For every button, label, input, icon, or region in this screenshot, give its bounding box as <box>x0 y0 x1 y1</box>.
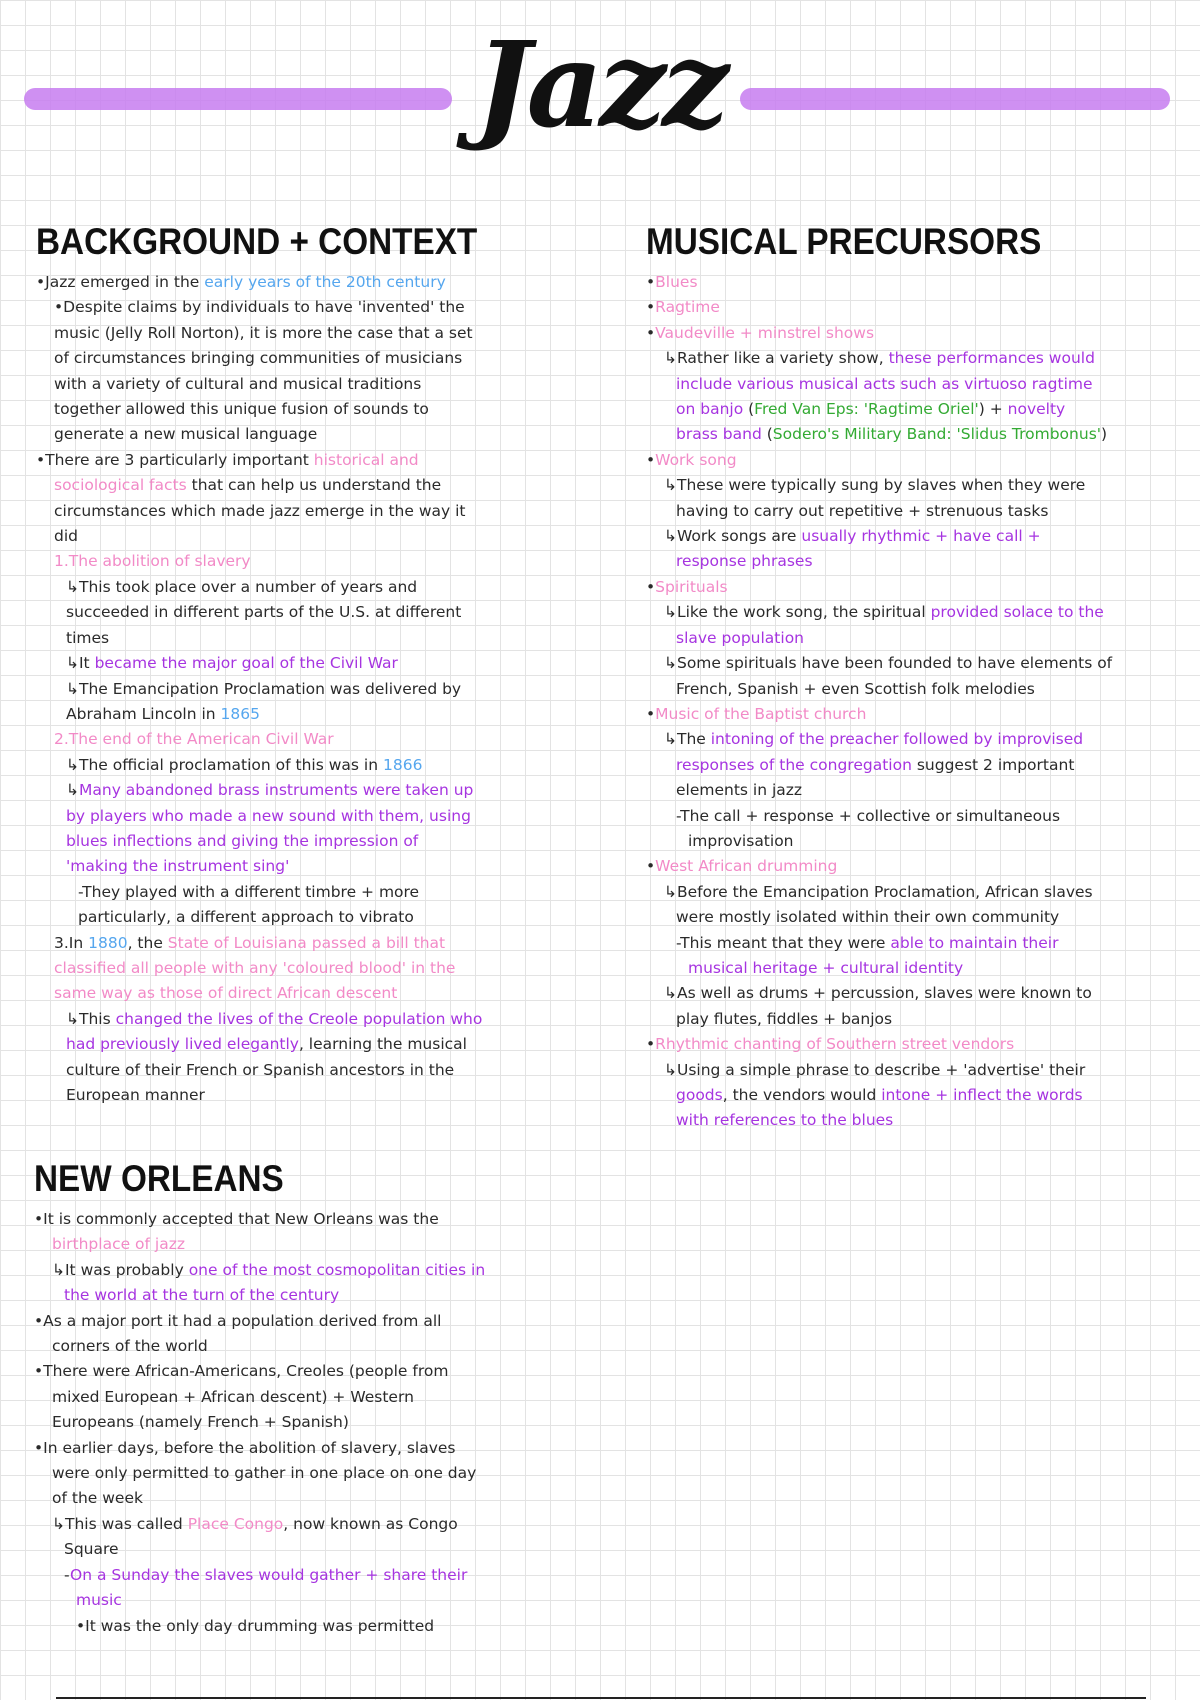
note-text: brass band <box>676 425 762 444</box>
note-text: slave population <box>676 628 804 647</box>
note-text: historical and <box>313 450 419 469</box>
note-line <box>646 295 1186 320</box>
note-line <box>34 1537 534 1562</box>
note-text: ↳ <box>66 781 79 800</box>
note-text: succeeded in different parts of the U.S. at different <box>66 603 462 622</box>
note-text: were only permitted to gather in one place on one day <box>52 1464 477 1483</box>
note-text: play flutes, fiddles + banjos <box>676 1009 893 1028</box>
note-text: ↳It <box>66 654 95 673</box>
note-text: include various musical acts such as virtuoso ragtime <box>676 374 1093 393</box>
note-line <box>646 956 1186 981</box>
page-title: Jazz <box>474 15 726 154</box>
note-text: European manner <box>66 1086 205 1104</box>
note-text: elements in jazz <box>676 781 803 800</box>
note-line <box>646 499 1186 524</box>
note-line <box>36 499 536 524</box>
note-text: Rhythmic chanting of Southern street vendors <box>655 1035 1015 1054</box>
note-text: response phrases <box>676 552 813 571</box>
note-text: •It is commonly accepted that New Orleans was the <box>34 1210 439 1228</box>
note-text: novelty <box>1007 400 1066 419</box>
section-heading: MUSICAL PRECURSORS <box>646 221 1042 262</box>
note-text: became the major goal of the Civil War <box>94 654 398 673</box>
note-text: •As a major port it had a population derived from all <box>34 1311 442 1330</box>
note-text: provided solace to the <box>930 603 1104 622</box>
note-line <box>36 778 536 803</box>
note-text: 1880 <box>88 933 128 952</box>
note-text: generate a new musical language <box>54 425 318 444</box>
note-line <box>646 524 1186 549</box>
note-text: Abraham Lincoln in <box>66 704 221 723</box>
note-line <box>646 727 1186 752</box>
note-text: ) + <box>978 400 1008 419</box>
note-line <box>36 600 536 625</box>
note-text: that can help us understand the <box>186 476 442 495</box>
note-text: • <box>646 577 656 596</box>
note-text: •There were African-Americans, Creoles (people from <box>34 1362 449 1381</box>
note-line <box>646 1083 1186 1108</box>
note-text: Work song <box>655 450 737 469</box>
note-text: ↳As well as drums + percussion, slaves were known to <box>664 984 1092 1003</box>
note-text: having to carry out repetitive + strenuous tasks <box>676 501 1049 520</box>
note-text: The end of the American Civil War <box>68 730 334 749</box>
note-text: music <box>76 1591 122 1610</box>
note-text: were mostly isolated within their own community <box>676 908 1060 927</box>
note-text: • <box>646 273 656 291</box>
note-line <box>34 1410 534 1435</box>
note-line <box>36 804 536 829</box>
note-text: -They played with a different timbre + more <box>78 882 420 901</box>
section-new-orleans <box>34 1157 534 1639</box>
note-text: -The call + response + collective or simultaneous <box>676 806 1061 825</box>
note-line <box>646 397 1186 422</box>
note-text: ↳The Emancipation Proclamation was delivered by <box>66 679 462 698</box>
note-text: West African drumming <box>655 857 838 876</box>
note-text: on banjo <box>676 400 744 419</box>
note-line <box>646 804 1186 829</box>
note-line <box>36 702 536 727</box>
note-text: together allowed this unique fusion of sounds to <box>54 400 429 419</box>
note-text: same way as those of direct African descent <box>54 984 398 1003</box>
note-text: The abolition of slavery <box>68 552 251 571</box>
note-line <box>646 422 1186 447</box>
section-background-context <box>36 220 536 1108</box>
note-text: , learning the musical <box>298 1035 467 1054</box>
note-text: 3.In <box>54 933 89 952</box>
note-text: •There are 3 particularly important <box>36 450 314 469</box>
note-text: early years of the 20th century <box>204 273 446 291</box>
note-text: Ragtime <box>655 298 720 317</box>
note-line <box>36 575 536 600</box>
note-text: particularly, a different approach to vibrato <box>78 908 414 927</box>
note-text: •In earlier days, before the abolition of slavery, slaves <box>34 1438 456 1457</box>
note-text: 1866 <box>382 755 423 774</box>
note-text: •Jazz emerged in the <box>36 273 205 291</box>
note-text: , the <box>127 933 168 952</box>
note-line <box>646 549 1186 574</box>
note-line <box>36 1007 536 1032</box>
note-line <box>646 600 1186 625</box>
note-line <box>34 1563 534 1588</box>
note-text: with references to the blues <box>676 1111 894 1130</box>
note-text: French, Spanish + even Scottish folk melodies <box>676 679 1035 698</box>
note-line <box>646 626 1186 651</box>
note-text: ↳Some spirituals have been founded to have elements of <box>664 654 1113 673</box>
note-text: 1. <box>54 552 69 571</box>
note-text: able to maintain their <box>890 933 1059 952</box>
note-text: these performances would <box>888 349 1095 368</box>
note-text: by players who made a new sound with them, using <box>66 806 471 825</box>
note-line <box>646 1032 1186 1057</box>
title-underline-left <box>24 88 452 110</box>
note-text: ↳These were typically sung by slaves when they were <box>664 476 1086 495</box>
note-line <box>34 1232 534 1257</box>
note-text: Blues <box>655 273 698 291</box>
note-line <box>36 397 536 422</box>
bottom-rule <box>56 1697 1146 1699</box>
note-line <box>36 1083 536 1108</box>
note-text: State of Louisiana passed a bill that <box>167 933 446 952</box>
note-text: ↳This was called <box>52 1514 188 1533</box>
note-line <box>34 1359 534 1384</box>
note-line <box>646 270 1186 295</box>
note-line <box>646 1007 1186 1032</box>
note-line <box>36 880 536 905</box>
section-musical-precursors <box>646 220 1186 1134</box>
note-line <box>36 295 536 320</box>
note-text: 2. <box>54 730 69 749</box>
note-text: Many abandoned brass instruments were taken up <box>79 781 474 800</box>
note-text: Place Congo <box>187 1514 284 1533</box>
note-text: had previously lived elegantly <box>66 1035 299 1054</box>
note-text: ↳Rather like a variety show, <box>664 349 889 368</box>
note-text: - <box>64 1565 71 1584</box>
note-line <box>646 854 1186 879</box>
note-line <box>646 473 1186 498</box>
note-text: intone + inflect the words <box>881 1086 1083 1104</box>
note-line <box>34 1461 534 1486</box>
note-text: one of the most cosmopolitan cities in <box>188 1260 486 1279</box>
note-line <box>36 549 536 574</box>
note-text: ( <box>743 400 755 419</box>
note-line <box>36 829 536 854</box>
note-line <box>646 372 1186 397</box>
note-line <box>646 651 1186 676</box>
note-text: Vaudeville + minstrel shows <box>655 323 875 342</box>
note-text: • <box>646 298 656 317</box>
note-text: ↳Like the work song, the spiritual <box>664 603 931 622</box>
note-text: responses of the congregation <box>676 755 912 774</box>
note-text: corners of the world <box>52 1337 208 1356</box>
note-line <box>34 1334 534 1359</box>
note-text: ↳This took place over a number of years and <box>66 577 418 596</box>
note-text: On a Sunday the slaves would gather + share their <box>70 1565 468 1584</box>
note-text: 'making the instrument sing' <box>66 857 290 876</box>
note-text: ) <box>1101 425 1108 444</box>
note-line <box>36 727 536 752</box>
note-line <box>36 854 536 879</box>
note-line <box>36 626 536 651</box>
note-line <box>34 1309 534 1334</box>
note-text: ↳Using a simple phrase to describe + 'advertise' their <box>664 1060 1086 1079</box>
note-text: changed the lives of the Creole population who <box>115 1009 483 1028</box>
note-text: , now known as Congo <box>283 1514 458 1533</box>
note-text: ( <box>761 425 773 444</box>
note-line <box>646 575 1186 600</box>
note-text: Spirituals <box>655 577 728 596</box>
note-text: ↳It was probably <box>52 1260 189 1279</box>
note-line <box>646 829 1186 854</box>
note-line <box>36 956 536 981</box>
note-text: mixed European + African descent) + Western <box>52 1387 414 1406</box>
note-text: of the week <box>52 1489 143 1508</box>
note-line <box>36 677 536 702</box>
note-text: ↳This <box>66 1009 116 1028</box>
note-line <box>646 677 1186 702</box>
note-line <box>646 1058 1186 1083</box>
note-line <box>34 1512 534 1537</box>
note-text: -This meant that they were <box>676 933 891 952</box>
note-text: birthplace of jazz <box>52 1235 185 1254</box>
note-line <box>34 1385 534 1410</box>
note-line <box>34 1614 534 1639</box>
note-line <box>36 346 536 371</box>
note-line <box>646 346 1186 371</box>
note-text: Square <box>64 1540 119 1559</box>
note-line <box>36 1058 536 1083</box>
note-text: • <box>646 704 656 723</box>
note-line <box>646 753 1186 778</box>
note-line <box>34 1436 534 1461</box>
note-text: sociological facts <box>54 476 187 495</box>
note-line <box>34 1486 534 1511</box>
note-line <box>36 931 536 956</box>
note-text: circumstances which made jazz emerge in the way it <box>54 501 466 520</box>
note-text: ↳Before the Emancipation Proclamation, African slaves <box>664 882 1093 901</box>
note-text: suggest 2 important <box>911 755 1075 774</box>
note-text: musical heritage + cultural identity <box>688 958 964 977</box>
note-text: ↳The <box>664 730 711 749</box>
note-line <box>36 753 536 778</box>
note-line <box>36 1032 536 1057</box>
note-text: Fred Van Eps: 'Ragtime Oriel' <box>754 400 979 419</box>
note-text: goods <box>676 1086 723 1104</box>
note-text: the world at the turn of the century <box>64 1286 340 1305</box>
note-text: with a variety of cultural and musical traditions <box>54 374 422 393</box>
note-line <box>646 778 1186 803</box>
note-text: •Despite claims by individuals to have 'invented' the <box>54 298 465 317</box>
note-text: • <box>646 450 656 469</box>
note-line <box>36 422 536 447</box>
section-heading: BACKGROUND + CONTEXT <box>36 221 478 262</box>
note-line <box>36 651 536 676</box>
note-line <box>36 270 536 295</box>
note-text: • <box>646 857 656 876</box>
note-line <box>646 880 1186 905</box>
note-text: 1865 <box>220 704 260 723</box>
note-text: Sodero's Military Band: 'Slidus Trombonus' <box>772 425 1102 444</box>
note-line <box>34 1258 534 1283</box>
note-line <box>646 1108 1186 1133</box>
note-line <box>646 702 1186 727</box>
note-text: Music of the Baptist church <box>655 704 867 723</box>
note-text: ↳Work songs are <box>664 527 802 546</box>
note-text: usually rhythmic + have call + <box>801 527 1041 546</box>
note-line <box>36 981 536 1006</box>
note-line <box>646 448 1186 473</box>
note-text: improvisation <box>688 831 794 850</box>
note-line <box>36 905 536 930</box>
note-line <box>646 981 1186 1006</box>
note-text: classified all people with any 'coloured blood' in the <box>54 958 456 977</box>
note-text: ↳The official proclamation of this was in <box>66 755 383 774</box>
note-line <box>34 1588 534 1613</box>
note-text: , the vendors would <box>722 1086 882 1104</box>
title-underline-right <box>740 88 1170 110</box>
note-line <box>34 1283 534 1308</box>
note-text: intoning of the preacher followed by improvised <box>710 730 1084 749</box>
note-text: of circumstances bringing communities of musicians <box>54 349 463 368</box>
note-line <box>36 524 536 549</box>
note-text: culture of their French or Spanish ancestors in the <box>66 1060 455 1079</box>
note-text: blues inflections and giving the impression of <box>66 831 419 850</box>
note-line <box>36 372 536 397</box>
note-line <box>646 905 1186 930</box>
note-line <box>36 321 536 346</box>
note-text: music (Jelly Roll Norton), it is more the case that a set <box>54 323 473 342</box>
note-line <box>34 1207 534 1232</box>
note-text: • <box>646 323 656 342</box>
note-text: •It was the only day drumming was permitted <box>76 1616 435 1635</box>
note-text: did <box>54 527 78 546</box>
note-line <box>646 931 1186 956</box>
note-line <box>646 321 1186 346</box>
note-text: Europeans (namely French + Spanish) <box>52 1413 349 1432</box>
note-text: • <box>646 1035 656 1054</box>
note-line <box>36 473 536 498</box>
note-line <box>36 448 536 473</box>
section-heading: NEW ORLEANS <box>34 1158 284 1199</box>
note-text: times <box>66 628 110 647</box>
